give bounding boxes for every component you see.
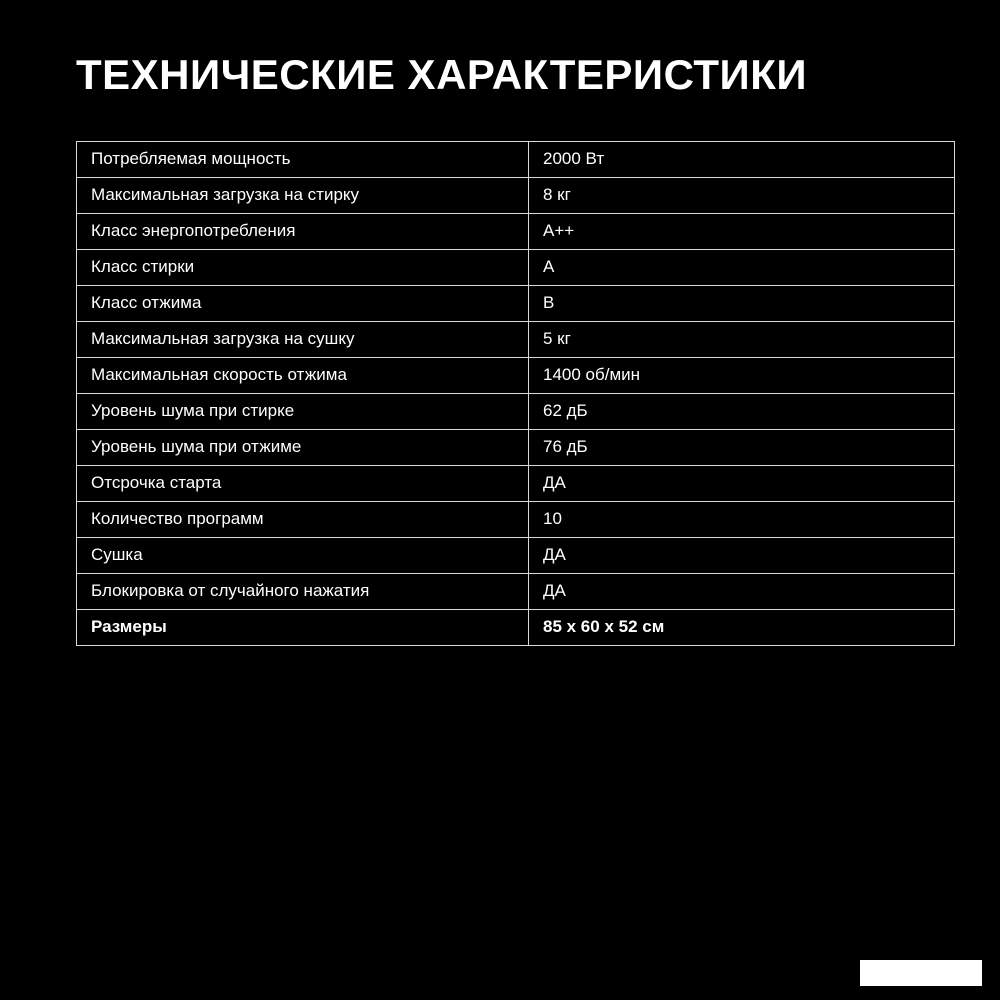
spec-parameter: Потребляемая мощность bbox=[77, 142, 529, 178]
spec-value: 10 bbox=[529, 502, 955, 538]
table-row bbox=[77, 286, 955, 322]
spec-value: A bbox=[529, 250, 955, 286]
spec-value: B bbox=[529, 286, 955, 322]
spec-value: 8 кг bbox=[529, 178, 955, 214]
table-row bbox=[77, 214, 955, 250]
table-row bbox=[77, 322, 955, 358]
spec-parameter: Сушка bbox=[77, 538, 529, 574]
spec-value: 62 дБ bbox=[529, 394, 955, 430]
specifications-table bbox=[76, 141, 955, 646]
spec-parameter: Класс энергопотребления bbox=[77, 214, 529, 250]
page-title: ТЕХНИЧЕСКИЕ ХАРАКТЕРИСТИКИ bbox=[76, 51, 808, 98]
spec-parameter: Максимальная загрузка на стирку bbox=[77, 178, 529, 214]
spec-value: ДА bbox=[529, 538, 955, 574]
spec-value: 5 кг bbox=[529, 322, 955, 358]
spec-parameter: Класс отжима bbox=[77, 286, 529, 322]
spec-parameter: Уровень шума при отжиме bbox=[77, 430, 529, 466]
corner-watermark-block bbox=[860, 960, 982, 986]
spec-value: 2000 Вт bbox=[529, 142, 955, 178]
spec-parameter: Отсрочка старта bbox=[77, 466, 529, 502]
spec-value: A++ bbox=[529, 214, 955, 250]
spec-value: ДА bbox=[529, 466, 955, 502]
table-row bbox=[77, 574, 955, 610]
spec-parameter: Класс стирки bbox=[77, 250, 529, 286]
table-row bbox=[77, 142, 955, 178]
table-row bbox=[77, 466, 955, 502]
spec-parameter: Размеры bbox=[77, 610, 529, 646]
spec-value: 85 x 60 x 52 см bbox=[529, 610, 955, 646]
table-row bbox=[77, 358, 955, 394]
table-row bbox=[77, 430, 955, 466]
table-row bbox=[77, 610, 955, 646]
spec-value: ДА bbox=[529, 574, 955, 610]
specifications-table-body bbox=[77, 142, 955, 646]
spec-parameter: Блокировка от случайного нажатия bbox=[77, 574, 529, 610]
spec-parameter: Уровень шума при стирке bbox=[77, 394, 529, 430]
table-row bbox=[77, 538, 955, 574]
spec-parameter: Количество программ bbox=[77, 502, 529, 538]
table-row bbox=[77, 250, 955, 286]
spec-parameter: Максимальная загрузка на сушку bbox=[77, 322, 529, 358]
spec-value: 1400 об/мин bbox=[529, 358, 955, 394]
spec-value: 76 дБ bbox=[529, 430, 955, 466]
table-row bbox=[77, 502, 955, 538]
spec-parameter: Максимальная скорость отжима bbox=[77, 358, 529, 394]
table-row bbox=[77, 178, 955, 214]
table-row bbox=[77, 394, 955, 430]
